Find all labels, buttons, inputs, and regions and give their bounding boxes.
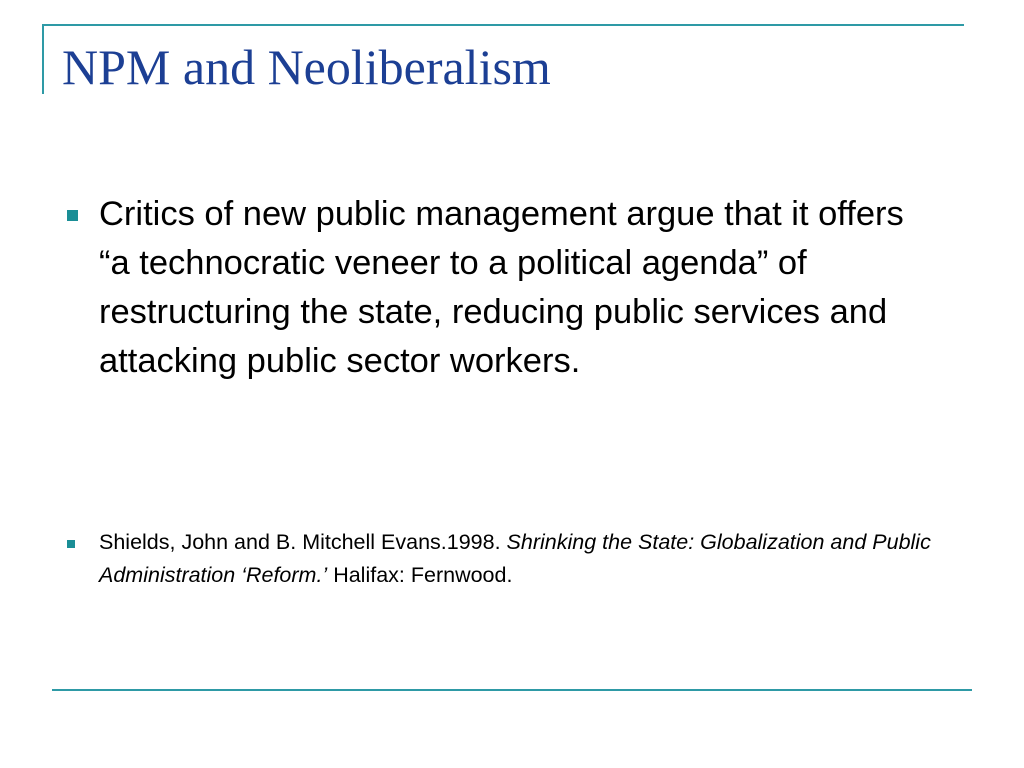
reference-title: Shrinking the State: Globalization and Public Administration ‘Reform.’ <box>99 530 931 587</box>
left-accent-line <box>42 24 44 94</box>
bullet-item <box>62 190 942 386</box>
reference-item <box>62 526 942 592</box>
top-accent-line <box>42 24 964 26</box>
bottom-accent-line <box>52 689 972 691</box>
reference-publisher: Halifax: Fernwood. <box>327 563 513 587</box>
bullet-text: Critics of new public management argue that it offers “a technocratic veneer to a political agenda” of restructuring the state, reducing public services and attacking public sector workers. <box>99 195 904 380</box>
reference-text <box>99 526 942 592</box>
square-bullet-icon <box>67 210 78 221</box>
slide-title: NPM and Neoliberalism <box>62 39 551 95</box>
square-bullet-icon <box>67 540 75 548</box>
reference-authors: Shields, John and B. Mitchell Evans.1998. <box>99 530 507 554</box>
